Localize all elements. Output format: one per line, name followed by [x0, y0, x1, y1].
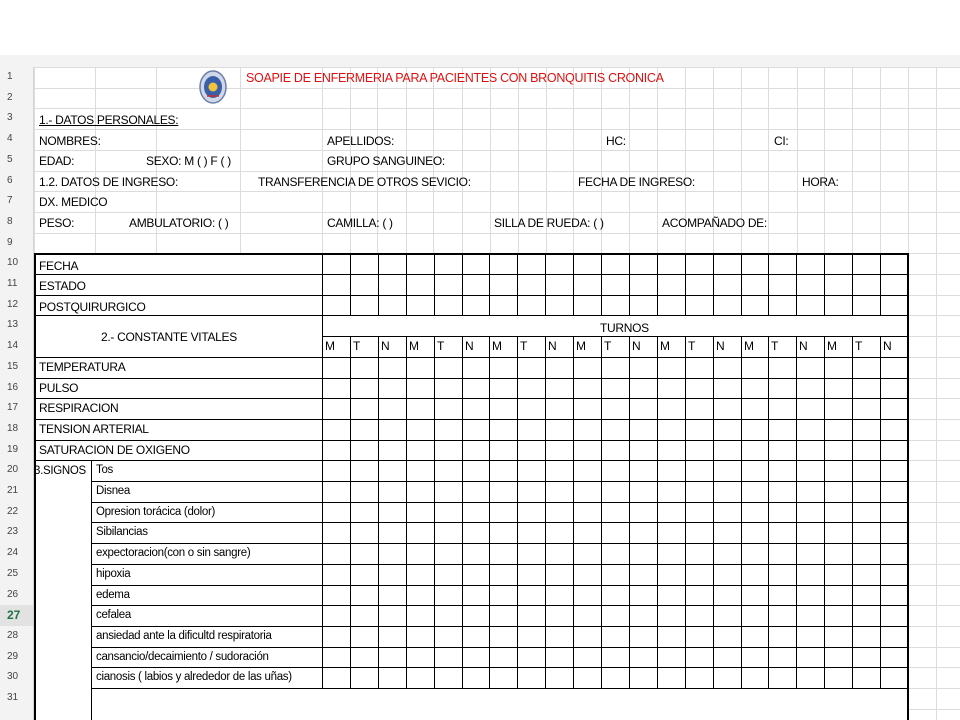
turn-letter[interactable]: T: [437, 339, 445, 353]
table-line: [462, 336, 463, 688]
gridline-vertical: [936, 253, 937, 720]
turn-letter[interactable]: M: [409, 339, 419, 353]
turn-letter[interactable]: T: [353, 339, 361, 353]
table-line: [601, 336, 602, 688]
row-number[interactable]: 11: [7, 278, 18, 289]
table-line: [378, 336, 379, 688]
row-number[interactable]: 26: [7, 588, 19, 600]
nombres-label[interactable]: NOMBRES:: [39, 134, 101, 148]
ci-label[interactable]: CI:: [774, 134, 789, 148]
row-number[interactable]: 8: [7, 215, 13, 227]
row-number[interactable]: 13: [7, 319, 19, 331]
signos-label[interactable]: 3.SIGNOS: [34, 465, 86, 477]
turn-letter[interactable]: N: [716, 339, 725, 353]
row-number[interactable]: 19: [7, 443, 19, 455]
gridline-horizontal: [34, 233, 960, 234]
turn-letter[interactable]: N: [632, 339, 641, 353]
table-line: [796, 336, 797, 688]
turn-letter[interactable]: M: [325, 339, 335, 353]
datos-personales-heading[interactable]: 1.- DATOS PERSONALES:: [39, 113, 179, 127]
table-line: [434, 336, 435, 688]
table-line: [406, 253, 407, 315]
table-line: [573, 253, 574, 315]
table-line: [489, 253, 490, 315]
edad-label[interactable]: EDAD:: [39, 154, 75, 168]
table-line: [545, 336, 546, 688]
camilla-label[interactable]: CAMILLA: ( ): [327, 216, 393, 230]
peso-label[interactable]: PESO:: [39, 216, 75, 230]
turn-letter[interactable]: M: [827, 339, 837, 353]
turn-letter[interactable]: T: [688, 339, 696, 353]
gridline-horizontal: [908, 460, 960, 461]
gridline-horizontal: [908, 667, 960, 668]
turn-letter[interactable]: T: [604, 339, 612, 353]
table-line: [629, 336, 630, 688]
table-line: [91, 688, 908, 689]
gridline-horizontal: [908, 336, 960, 337]
row-number[interactable]: 5: [7, 153, 13, 165]
turn-letter[interactable]: M: [744, 339, 754, 353]
fecha-ingreso-label[interactable]: FECHA DE INGRESO:: [578, 175, 695, 189]
row-number[interactable]: 23: [7, 526, 19, 538]
gridline-horizontal: [908, 688, 960, 689]
row-number[interactable]: 2: [7, 91, 13, 103]
row-number[interactable]: 18: [7, 422, 19, 434]
gridline-horizontal: [908, 315, 960, 316]
table-line: [91, 481, 908, 482]
gridline-horizontal: [908, 398, 960, 399]
row-number[interactable]: 7: [7, 195, 13, 207]
gridline-vertical: [936, 67, 937, 253]
vital-sign-label[interactable]: RESPIRACION: [39, 401, 119, 415]
table-line: [768, 253, 769, 315]
symptom-label[interactable]: Tos: [96, 464, 113, 476]
table-line: [601, 253, 602, 315]
fecha-row-label[interactable]: FECHA: [39, 259, 79, 273]
table-line: [796, 253, 797, 315]
table-line: [462, 253, 463, 315]
table-line: [741, 253, 742, 315]
row-number[interactable]: 17: [7, 402, 19, 414]
grupo-sanguineo-label[interactable]: GRUPO SANGUINEO:: [327, 154, 445, 168]
gridline-horizontal: [908, 502, 960, 503]
table-line: [573, 336, 574, 688]
symptom-label[interactable]: cianosis ( labios y alrededor de las uñas): [96, 671, 292, 683]
table-line: [34, 274, 908, 275]
vital-sign-label[interactable]: PULSO: [39, 381, 79, 395]
table-line: [91, 605, 908, 606]
row-number[interactable]: 14: [7, 340, 19, 352]
gridline-vertical: [797, 67, 798, 253]
table-line: [350, 336, 351, 688]
gridline-horizontal: [908, 564, 960, 565]
table-line: [91, 522, 908, 523]
gridline-horizontal: [34, 108, 960, 109]
table-line: [880, 253, 881, 315]
turnos-header[interactable]: TURNOS: [600, 321, 649, 335]
symptom-label[interactable]: Sibilancias: [96, 526, 148, 538]
row-number[interactable]: 21: [7, 485, 19, 496]
gridline-vertical: [880, 67, 881, 253]
apellidos-label[interactable]: APELLIDOS:: [327, 134, 395, 148]
gridline-horizontal: [908, 585, 960, 586]
table-line: [322, 253, 323, 688]
sexo-label[interactable]: SEXO: M ( ) F ( ): [146, 154, 231, 168]
table-line: [852, 253, 853, 315]
turn-letter[interactable]: N: [883, 339, 892, 353]
gridline-vertical: [322, 67, 323, 253]
gridline-vertical: [34, 67, 35, 253]
gridline-horizontal: [908, 378, 960, 379]
gridline-horizontal: [908, 440, 960, 441]
gridline-vertical: [629, 67, 630, 253]
table-line: [378, 253, 379, 315]
row-number[interactable]: 16: [7, 381, 19, 393]
table-line: [91, 564, 908, 565]
turn-letter[interactable]: N: [381, 339, 390, 353]
table-line: [517, 336, 518, 688]
gridline-horizontal: [908, 481, 960, 482]
table-line: [629, 253, 630, 315]
table-line: [517, 253, 518, 315]
ambulatorio-label[interactable]: AMBULATORIO: ( ): [129, 216, 229, 230]
symptom-label[interactable]: cefalea: [96, 609, 131, 621]
table-line: [657, 336, 658, 688]
symptom-label[interactable]: Opresion torácica (dolor): [96, 506, 216, 518]
acompanado-label[interactable]: ACOMPAÑADO DE:: [662, 216, 767, 230]
turn-letter[interactable]: T: [520, 339, 528, 353]
gridline-vertical: [490, 67, 491, 253]
table-line: [34, 295, 908, 296]
row-number[interactable]: 12: [7, 298, 19, 310]
table-border-top: [34, 253, 909, 255]
gridline-horizontal: [34, 88, 960, 89]
row-number[interactable]: 29: [7, 650, 19, 662]
gridline-vertical: [657, 67, 658, 253]
dx-medico-label[interactable]: DX. MEDICO: [39, 195, 108, 209]
gridline-horizontal: [908, 357, 960, 358]
table-line: [91, 585, 908, 586]
table-line: [406, 336, 407, 688]
row-number[interactable]: 6: [7, 174, 13, 186]
gridline-horizontal: [908, 626, 960, 627]
table-line: [34, 460, 908, 461]
turn-letter[interactable]: T: [855, 339, 863, 353]
row-number[interactable]: 15: [7, 360, 19, 372]
datos-ingreso-heading[interactable]: 1.2. DATOS DE INGRESO:: [39, 175, 178, 189]
gridline-vertical: [908, 67, 909, 253]
table-line: [34, 419, 908, 420]
table-line: [34, 315, 908, 316]
gridline-vertical: [768, 67, 769, 253]
gridline-horizontal: [908, 543, 960, 544]
gridline-horizontal: [908, 295, 960, 296]
symptom-label[interactable]: Disnea: [96, 485, 130, 497]
gridline-horizontal: [908, 522, 960, 523]
symptom-label[interactable]: hipoxia: [96, 568, 131, 580]
gridline-horizontal: [908, 253, 960, 254]
turn-letter[interactable]: N: [548, 339, 557, 353]
row-number[interactable]: 31: [7, 692, 19, 703]
symptom-label[interactable]: ansiedad ante la dificultd respiratoria: [96, 630, 272, 642]
symptom-label[interactable]: expectoracion(con o sin sangre): [96, 547, 251, 559]
table-line: [34, 357, 908, 358]
turn-letter[interactable]: N: [799, 339, 808, 353]
table-line: [434, 253, 435, 315]
row-number[interactable]: 20: [7, 464, 19, 476]
turn-letter[interactable]: N: [465, 339, 474, 353]
gridline-vertical: [824, 67, 825, 253]
silla-rueda-label[interactable]: SILLA DE RUEDA: ( ): [494, 216, 604, 230]
sheet-title[interactable]: SOAPIE DE ENFERMERIA PARA PACIENTES CON BRONQUITIS CRONICA: [246, 71, 664, 85]
gridline-vertical: [240, 67, 241, 253]
table-line: [545, 253, 546, 315]
table-line: [768, 336, 769, 688]
gridline-vertical: [852, 67, 853, 253]
symptom-label[interactable]: cansancio/decaimiento / sudoración: [96, 651, 269, 663]
gridline-horizontal: [908, 709, 960, 710]
gridline-horizontal: [908, 419, 960, 420]
table-line: [489, 336, 490, 688]
hc-label[interactable]: HC:: [606, 134, 626, 148]
turn-letter[interactable]: M: [492, 339, 502, 353]
postquirurgico-row-label[interactable]: POSTQUIRURGICO: [39, 300, 146, 314]
row-number-column[interactable]: [0, 67, 34, 720]
table-line: [852, 336, 853, 688]
row-number[interactable]: 4: [7, 133, 13, 145]
row-number[interactable]: 30: [7, 671, 19, 683]
hora-label[interactable]: HORA:: [802, 175, 839, 189]
table-line: [908, 253, 909, 315]
turn-letter[interactable]: M: [660, 339, 670, 353]
table-line: [350, 253, 351, 315]
gridline-vertical: [462, 67, 463, 253]
gridline-vertical: [95, 67, 96, 253]
row-number[interactable]: 28: [7, 629, 19, 641]
vital-sign-label[interactable]: SATURACION DE OXIGENO: [39, 443, 190, 457]
estado-row-label[interactable]: ESTADO: [39, 279, 86, 293]
vital-sign-label[interactable]: TENSION ARTERIAL: [39, 422, 149, 436]
row-number[interactable]: 27: [0, 605, 33, 626]
table-line: [824, 336, 825, 688]
table-line: [34, 378, 908, 379]
table-line: [685, 336, 686, 688]
table-line: [880, 336, 881, 688]
table-border-left: [34, 253, 36, 720]
constantes-vitales-label[interactable]: 2.- CONSTANTE VITALES: [101, 330, 237, 344]
table-line: [91, 460, 92, 720]
table-line: [741, 336, 742, 688]
turn-letter[interactable]: M: [576, 339, 586, 353]
vital-sign-label[interactable]: TEMPERATURA: [39, 360, 126, 374]
row-number[interactable]: 22: [7, 505, 19, 517]
table-line: [657, 253, 658, 315]
row-number[interactable]: 25: [7, 567, 19, 579]
table-line: [685, 253, 686, 315]
table-line: [713, 253, 714, 315]
gridline-horizontal: [908, 274, 960, 275]
row-number[interactable]: 9: [7, 236, 13, 248]
table-line: [824, 253, 825, 315]
turn-letter[interactable]: T: [771, 339, 779, 353]
symptom-label[interactable]: edema: [96, 589, 130, 601]
institution-logo-icon: [198, 68, 228, 106]
gridline-horizontal: [908, 647, 960, 648]
transferencia-label[interactable]: TRANSFERENCIA DE OTROS SEVICIO:: [258, 175, 471, 189]
row-number[interactable]: 10: [7, 257, 19, 269]
row-number[interactable]: 3: [7, 112, 13, 124]
table-line: [908, 336, 909, 688]
row-number[interactable]: 24: [7, 547, 19, 559]
table-line: [713, 336, 714, 688]
table-line: [34, 398, 908, 399]
row-number[interactable]: 1: [7, 71, 13, 82]
gridline-horizontal: [908, 605, 960, 606]
